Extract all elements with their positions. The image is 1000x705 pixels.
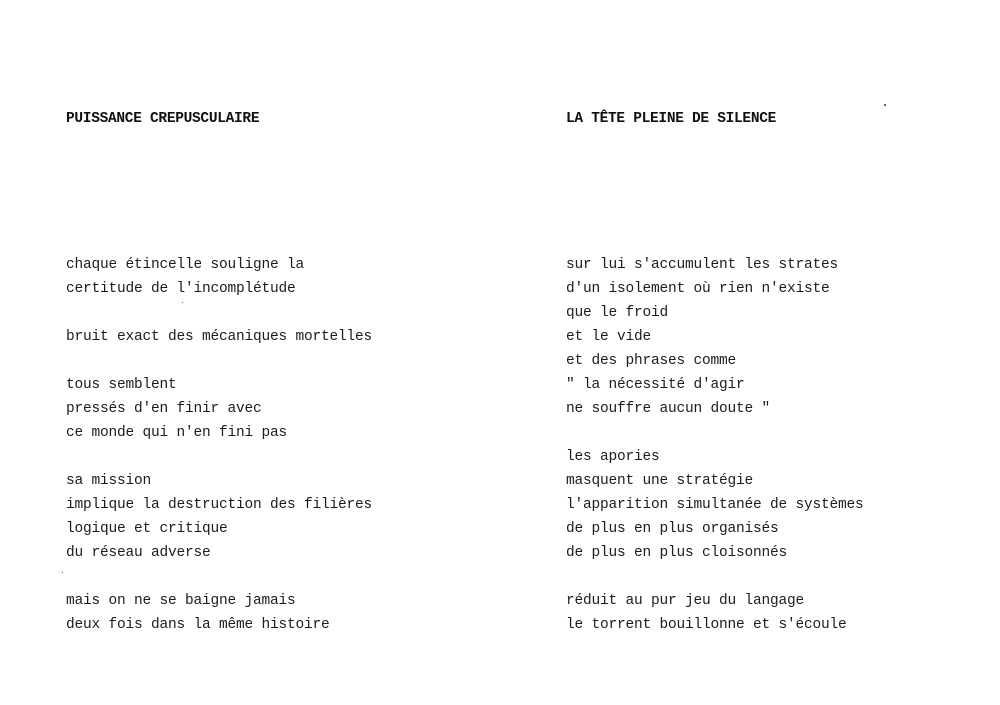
poem-line: de plus en plus cloisonnés [566,545,788,561]
poem-line: et le vide [566,329,652,345]
poem-line: deux fois dans la même histoire [66,617,330,633]
poem-line: chaque étincelle souligne la [66,257,305,273]
paper-speck [884,104,886,106]
stanza-break [66,301,372,325]
poem-line: ne souffre aucun doute " [566,401,771,417]
poem-line: réduit au pur jeu du langage [566,593,805,609]
poem-line: tous semblent [66,377,177,393]
poem-line: logique et critique [66,521,228,537]
poem-line: " la nécessité d'agir [566,377,745,393]
left-poem-title: PUISSANCE CREPUSCULAIRE [66,111,260,127]
poem-line: bruit exact des mécaniques mortelles [66,329,373,345]
poem-line: pressés d'en finir avec [66,401,262,417]
stanza-break [66,445,372,469]
poem-line: les apories [566,449,660,465]
poem-line: de plus en plus organisés [566,521,779,537]
poem-line: mais on ne se baigne jamais [66,593,296,609]
right-poem-body [566,253,864,637]
paper-speck [182,302,183,303]
poem-line: implique la destruction des filières [66,497,373,513]
left-poem-body [66,253,372,637]
poem-line: ce monde qui n'en fini pas [66,425,288,441]
poem-line: et des phrases comme [566,353,737,369]
right-poem-title: LA TÊTE PLEINE DE SILENCE [566,111,777,127]
poem-line: sur lui s'accumulent les strates [566,257,839,273]
poem-line: d'un isolement où rien n'existe [566,281,830,297]
poem-line: l'apparition simultanée de systèmes [566,497,864,513]
stanza-break [66,565,372,589]
stanza-break [566,421,864,445]
poem-line: sa mission [66,473,152,489]
poem-line: du réseau adverse [66,545,211,561]
poem-line: le torrent bouillonne et s'écoule [566,617,847,633]
paper-speck [62,572,63,573]
stanza-break [566,565,864,589]
stanza-break [66,349,372,373]
poem-line: masquent une stratégie [566,473,754,489]
poem-line: certitude de l'incomplétude [66,281,296,297]
poem-line: que le froid [566,305,669,321]
